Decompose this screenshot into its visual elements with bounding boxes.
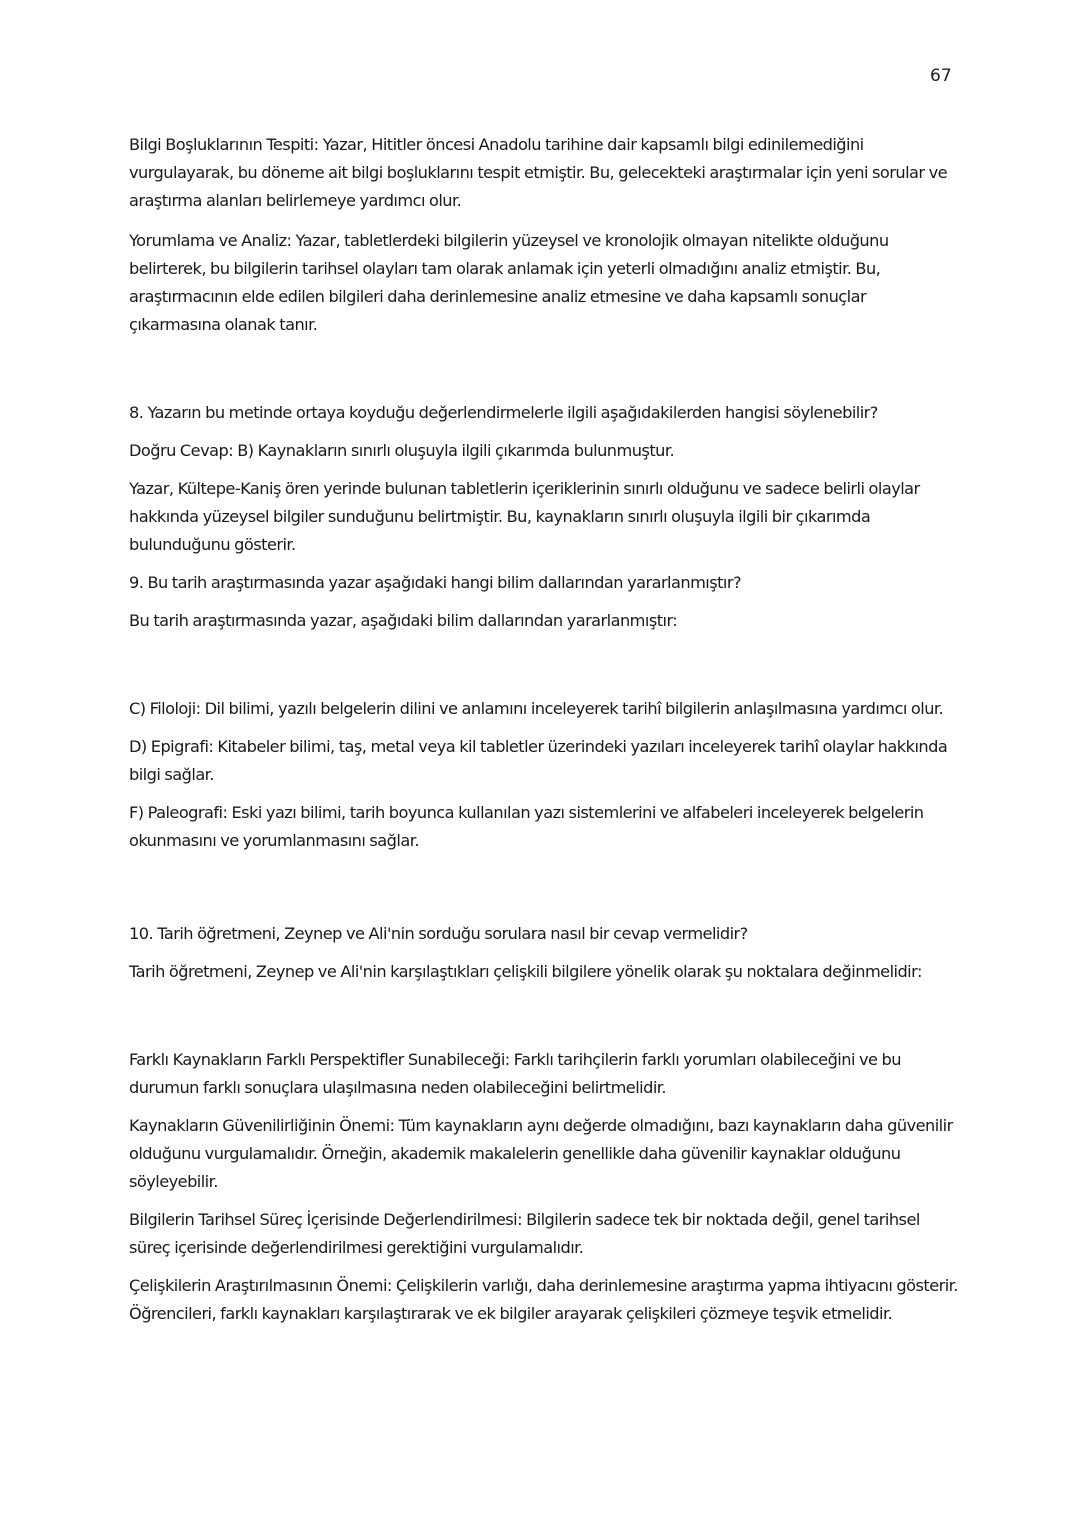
answer-10-point-contradictions: Çelişkilerin Araştırılmasının Önemi: Çelişkilerin varlığı, daha derinlemesine araştırma yapma ihtiyacını gösterir. Öğrencileri, farklı kaynakları karşılaştırarak ve ek bilgiler arayarak çelişkileri çözmeye teşvik etmelidir. xyxy=(129,1276,958,1323)
question-8: 8. Yazarın bu metinde ortaya koyduğu değerlendirmelerle ilgili aşağıdakilerden hangisi söylenebilir? xyxy=(129,403,878,422)
answer-10-intro: Tarih öğretmeni, Zeynep ve Ali'nin karşılaştıkları çelişkili bilgilere yönelik olarak şu noktalara değinmelidir: xyxy=(129,962,922,981)
answer-9-epigraphy: D) Epigrafi: Kitabeler bilimi, taş, metal veya kil tabletler üzerindeki yazıları inceleyerek tarihî olaylar hakkında bilgi sağlar. xyxy=(129,737,948,784)
answer-10-point-perspectives: Farklı Kaynakların Farklı Perspektifler Sunabileceği: Farklı tarihçilerin farklı yorumları olabileceğini ve bu durumun farklı sonuçlara ulaşılmasına neden olabileceğini belirtmelidir. xyxy=(129,1050,901,1097)
question-9: 9. Bu tarih araştırmasında yazar aşağıdaki hangi bilim dallarından yararlanmıştır? xyxy=(129,573,742,592)
answer-8: Doğru Cevap: B) Kaynakların sınırlı oluşuyla ilgili çıkarımda bulunmuştur. xyxy=(129,441,675,460)
answer-10-point-reliability: Kaynakların Güvenilirliğinin Önemi: Tüm kaynakların aynı değerde olmadığını, bazı kaynakların daha güvenilir olduğunu vurgulamalıdır. Örneğin, akademik makalelerin genellikle daha güvenilir kaynaklar olduğunu söyleyebilir. xyxy=(129,1116,953,1191)
page-number: 67 xyxy=(930,66,952,86)
answer-9-philology: C) Filoloji: Dil bilimi, yazılı belgelerin dilini ve anlamını inceleyerek tarihî bilgilerin anlaşılmasına yardımcı olur. xyxy=(129,699,944,718)
answer-10-point-historical-process: Bilgilerin Tarihsel Süreç İçerisinde Değerlendirilmesi: Bilgilerin sadece tek bir noktada değil, genel tarihsel süreç içerisinde değerlendirilmesi gerektiğini vurgulamalıdır. xyxy=(129,1210,920,1257)
answer-8-explanation: Yazar, Kültepe-Kaniş ören yerinde bulunan tabletlerin içeriklerinin sınırlı olduğunu ve sadece belirli olaylar hakkında yüzeysel bilgiler sunduğunu belirtmiştir. Bu, kaynakların sınırlı oluşuyla ilgili bir çıkarımda bulunduğunu gösterir. xyxy=(129,479,920,554)
paragraph-interpretation-analysis: Yorumlama ve Analiz: Yazar, tabletlerdeki bilgilerin yüzeysel ve kronolojik olmayan nitelikte olduğunu belirterek, bu bilgilerin tarihsel olayları tam olarak anlamak için yeterli olmadığını analiz etmiştir. Bu, araştırmacının elde edilen bilgileri daha derinlemesine analiz etmesine ve daha kapsamlı sonuçlar çıkarmasına olanak tanır. xyxy=(129,231,889,334)
page-content xyxy=(129,131,959,1328)
answer-9-paleography: F) Paleografi: Eski yazı bilimi, tarih boyunca kullanılan yazı sistemlerini ve alfabeleri inceleyerek belgelerin okunmasını ve yorumlanmasını sağlar. xyxy=(129,803,924,850)
answer-9-intro: Bu tarih araştırmasında yazar, aşağıdaki bilim dallarından yararlanmıştır: xyxy=(129,611,678,630)
paragraph-knowledge-gaps: Bilgi Boşluklarının Tespiti: Yazar, Hititler öncesi Anadolu tarihine dair kapsamlı bilgi edinilemediğini vurgulayarak, bu döneme ait bilgi boşluklarını tespit etmiştir. Bu, gelecekteki araştırmalar için yeni sorular ve araştırma alanları belirlemeye yardımcı olur. xyxy=(129,135,948,210)
question-10: 10. Tarih öğretmeni, Zeynep ve Ali'nin sorduğu sorulara nasıl bir cevap vermelidir? xyxy=(129,924,748,943)
